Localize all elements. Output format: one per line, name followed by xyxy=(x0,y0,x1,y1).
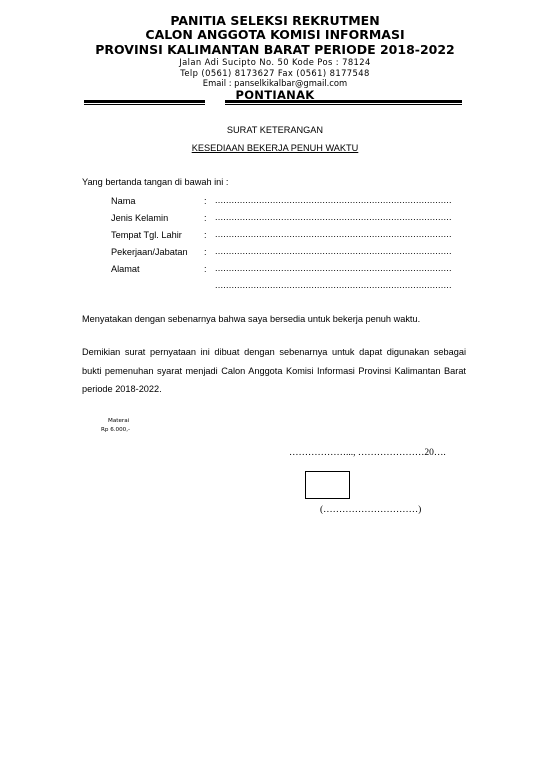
stamp-box xyxy=(305,471,350,499)
stamp-duty-label: Materai xyxy=(108,418,130,424)
field-colon: : xyxy=(204,247,207,257)
signature-name-line: (…………………………) xyxy=(320,505,422,515)
intro-text: Yang bertanda tangan di bawah ini : xyxy=(82,177,229,187)
field-label: Nama xyxy=(111,196,136,206)
field-colon: : xyxy=(204,230,207,240)
city-name: PONTIANAK xyxy=(235,87,315,102)
closing-paragraph: Demikian surat pernyataan ini dibuat dengan sebenarnya untuk dapat digunakan sebagai bukti pemenuhan syarat menjadi Calon Anggota Komisi Informasi Provinsi Kalimantan Barat periode 2018-2022. xyxy=(82,347,466,394)
field-label: Jenis Kelamin xyxy=(111,213,169,223)
form-row-nama xyxy=(111,196,456,208)
form-row-alamat xyxy=(111,264,456,276)
form-row-tempat-tgl-lahir xyxy=(111,230,456,242)
statement-paragraph: Menyatakan dengan sebenarnya bahwa saya bersedia untuk bekerja penuh waktu. xyxy=(82,314,421,324)
stamp-duty-value: Rp 6.000,- xyxy=(101,427,131,433)
field-blank[interactable]: ...................................................................................... xyxy=(215,280,452,290)
form-row-jenis-kelamin xyxy=(111,213,456,225)
form-row-pekerjaan-jabatan xyxy=(111,247,456,259)
letterhead-rule-gap xyxy=(205,99,225,105)
province-period: PROVINSI KALIMANTAN BARAT PERIODE 2018-2022 xyxy=(95,42,455,57)
field-blank[interactable]: ...................................................................................... xyxy=(215,229,452,239)
letterhead-rule-thick xyxy=(84,100,462,103)
form-row-alamat-continuation xyxy=(111,281,456,293)
field-blank[interactable]: ...................................................................................... xyxy=(215,212,452,222)
email-text: Email : panselkikalbar@gmail.com xyxy=(202,78,348,88)
field-blank[interactable]: ...................................................................................... xyxy=(215,195,452,205)
letterhead-rule-thin xyxy=(84,104,462,105)
letterhead xyxy=(0,14,550,102)
committee-name: PANITIA SELEKSI REKRUTMEN xyxy=(170,13,380,28)
field-label: Tempat Tgl. Lahir xyxy=(111,230,182,240)
field-colon: : xyxy=(204,196,207,206)
stamp-duty-note xyxy=(103,417,130,435)
field-blank[interactable]: ...................................................................................... xyxy=(215,263,452,273)
document-subtitle: KESEDIAAN BEKERJA PENUH WAKTU xyxy=(191,143,359,153)
commission-name: CALON ANGGOTA KOMISI INFORMASI xyxy=(145,27,405,42)
phone-fax-text: Telp (0561) 8173627 Fax (0561) 8177548 xyxy=(180,67,370,78)
place-date-line: ………………..., …………………20…. xyxy=(289,448,446,458)
field-label: Pekerjaan/Jabatan xyxy=(111,247,188,257)
field-label: Alamat xyxy=(111,264,140,274)
field-colon: : xyxy=(204,264,207,274)
document-title: SURAT KETERANGAN xyxy=(226,125,324,135)
address-text: Jalan Adi Sucipto No. 50 Kode Pos : 78124 xyxy=(179,57,371,67)
field-blank[interactable]: ...................................................................................... xyxy=(215,246,452,256)
field-colon: : xyxy=(204,213,207,223)
